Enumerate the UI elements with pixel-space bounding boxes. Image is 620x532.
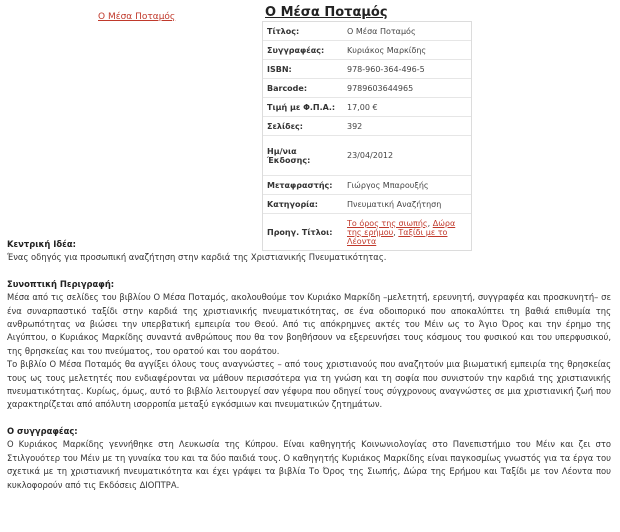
detail-row-date bbox=[263, 136, 471, 176]
detail-value: 392 bbox=[343, 117, 471, 136]
detail-value: Ο Μέσα Ποταμός bbox=[343, 22, 471, 41]
summary-paragraph: Το βιβλίο Ο Μέσα Ποταμός θα αγγίξει όλους τους αναγνώστες – από τους χριστιανούς που αναζητούν μια βιωματική εμπειρία της θρησκείας τους ως τους μελετητές που ενδιαφέρονται να μάθουν περισσότερα για τη γνώση και τη σοφία που συνιστούν την καρδιά της χριστιανικής πνευματικότητας. Κυρίως, όμως, αυτό το βιβλίο λειτουργεί σαν γέφυρα που οδηγεί τους σύγχρονους αναγνώστες σε μια χριστιανική ζωή που χαρακτηρίζεται από απόλυτη ισορροπία μεταξύ εγκόσμιων και πνευματικών ζητημάτων. bbox=[7, 359, 611, 410]
detail-value: Γιώργος Μπαρουξής bbox=[343, 176, 471, 195]
detail-label: Barcode: bbox=[263, 79, 343, 98]
detail-value: 23/04/2012 bbox=[343, 136, 471, 176]
detail-row-price bbox=[263, 98, 471, 117]
detail-label: Μεταφραστής: bbox=[263, 176, 343, 195]
detail-value: 17,00 € bbox=[343, 98, 471, 117]
detail-value: Πνευματική Αναζήτηση bbox=[343, 195, 471, 214]
detail-row-category bbox=[263, 195, 471, 214]
detail-value: Κυριάκος Μαρκίδης bbox=[343, 41, 471, 60]
detail-row-author bbox=[263, 41, 471, 60]
book-title: Ο Μέσα Ποταμός bbox=[265, 5, 388, 20]
detail-label: ISBN: bbox=[263, 60, 343, 79]
detail-label: Συγγραφέας: bbox=[263, 41, 343, 60]
author-bio: Ο Κυριάκος Μαρκίδης γεννήθηκε στη Λευκωσία της Κύπρου. Είναι καθηγητής Κοινωνιολογίας στο Πανεπιστήμιο του Μέιν και ζει στο Στιλγουότερ του Μέιν με τη γυναίκα του και τα δύο παιδιά τους. Ο καθηγητής Κυριάκος Μαρκίδης είναι παγκοσμίως γνωστός για τα έργα του σχετικά με τη χριστιανική πνευματικότητα και έχει γράψει τα βιβλία Το Όρος της Σιωπής, Δώρα της Ερήμου και Ταξίδι με τον Λέοντα που κυκλοφορούν από τις Εκδόσεις ΔΙΟΠΤΡΑ. bbox=[7, 439, 611, 490]
detail-row-pages bbox=[263, 117, 471, 136]
cover-image-link[interactable]: Ο Μέσα Ποταμός bbox=[98, 12, 176, 22]
detail-row-translator bbox=[263, 176, 471, 195]
related-title-link[interactable]: Ταξίδι με το Λέοντα bbox=[347, 227, 448, 246]
main-idea-heading: Κεντρική Ιδέα: bbox=[7, 239, 76, 249]
detail-value: 978-960-364-496-5 bbox=[343, 60, 471, 79]
detail-label: Τίτλος: bbox=[263, 22, 343, 41]
related-titles: Το όρος της σιωπής, Δώρα της ερήμου, Ταξίδι με το Λέοντα bbox=[347, 218, 456, 246]
main-idea-text: Ένας οδηγός για προσωπική αναζήτηση στην καρδιά της Χριστιανικής Πνευματικότητας. bbox=[7, 252, 387, 263]
book-description bbox=[7, 238, 611, 492]
detail-row-title bbox=[263, 22, 471, 41]
summary-paragraph: Μέσα από τις σελίδες του βιβλίου Ο Μέσα Ποταμός, ακολουθούμε τον Κυριάκο Μαρκίδη –μελετητή, ερευνητή, συγγραφέα και προσκυνητή– σε ένα συναρπαστικό ταξίδι στην καρδιά της χριστιανικής πνευματικότητας, σε ένα οδοιπορικό που αποκαλύπτει τη βαθιά επιθυμία της ανθρωπότητας να βιώσει την υπερβατική εμπειρία του Θεού. Από τις απόκρημνες ακτές του Μέιν ως το Άγιο Όρος και την έρημο της Αιγύπτου, ο Κυριάκος Μαρκίδης συναντά ανθρώπους που θα τον βοηθήσουν να εξερευνήσει τους κόσμους του φυσικού και του υπερφυσικού, της θρησκείας και του πνεύματος, του ορατού και του αοράτου. bbox=[7, 292, 611, 356]
book-details-table bbox=[262, 21, 472, 251]
detail-label: Τιμή με Φ.Π.Α.: bbox=[263, 98, 343, 117]
detail-label: Προηγ. Τίτλοι: bbox=[267, 227, 333, 237]
detail-label: Κατηγορία: bbox=[263, 195, 343, 214]
related-title-link[interactable]: Δώρα της ερήμου bbox=[347, 218, 456, 237]
detail-row-barcode bbox=[263, 79, 471, 98]
detail-label: Ημ/νια Έκδοσης: bbox=[263, 136, 343, 176]
detail-value: 9789603644965 bbox=[343, 79, 471, 98]
summary-heading: Συνοπτική Περιγραφή: bbox=[7, 278, 115, 289]
detail-row-isbn bbox=[263, 60, 471, 79]
related-title-link[interactable]: Το όρος της σιωπής bbox=[347, 218, 428, 228]
detail-label: Σελίδες: bbox=[263, 117, 343, 136]
author-heading: Ο συγγραφέας: bbox=[7, 425, 78, 436]
